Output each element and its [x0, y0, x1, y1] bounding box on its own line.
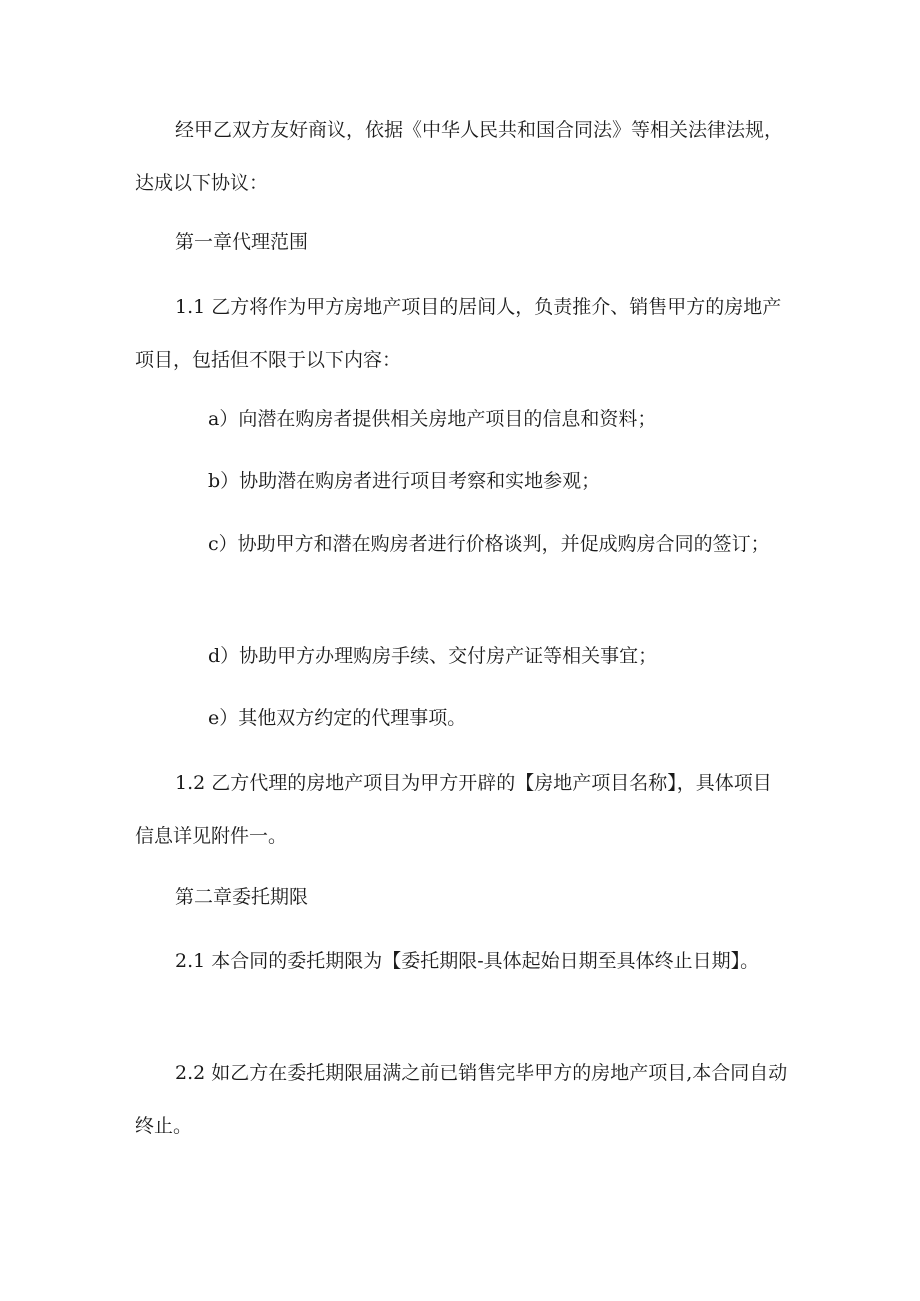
chapter-2-heading: 第二章委托期限 — [175, 886, 309, 908]
intro-paragraph: 经甲乙双方友好商议，依据《中华人民共和国合同法》等相关法律法规，达成以下协议： — [135, 119, 784, 194]
clause-2-2: 2.2 如乙方在委托期限届满之前已销售完毕甲方的房地产项目,本合同自动终止。 — [135, 1062, 788, 1137]
clause-1-2: 1.2 乙方代理的房地产项目为甲方开辟的【房地产项目名称】，具体项目信息详见附件一。 — [135, 772, 772, 847]
list-item-a: a）向潜在购房者提供相关房地产项目的信息和资料； — [208, 408, 657, 430]
list-item-b: b）协助潜在购房者进行项目考察和实地参观； — [208, 470, 601, 492]
list-item-e: e）其他双方约定的代理事项。 — [208, 707, 467, 729]
clause-2-1: 2.1 本合同的委托期限为【委托期限-具体起始日期至具体终止日期】。 — [175, 950, 760, 972]
chapter-1-heading: 第一章代理范围 — [175, 231, 309, 253]
clause-1-1: 1.1 乙方将作为甲方房地产项目的居间人，负责推介、销售甲方的房地产项目，包括但不限于以下内容： — [135, 296, 782, 371]
list-item-d: d）协助甲方办理购房手续、交付房产证等相关事宜； — [208, 645, 658, 667]
list-item-c: c）协助甲方和潜在购房者进行价格谈判，并促成购房合同的签订； — [208, 533, 770, 555]
